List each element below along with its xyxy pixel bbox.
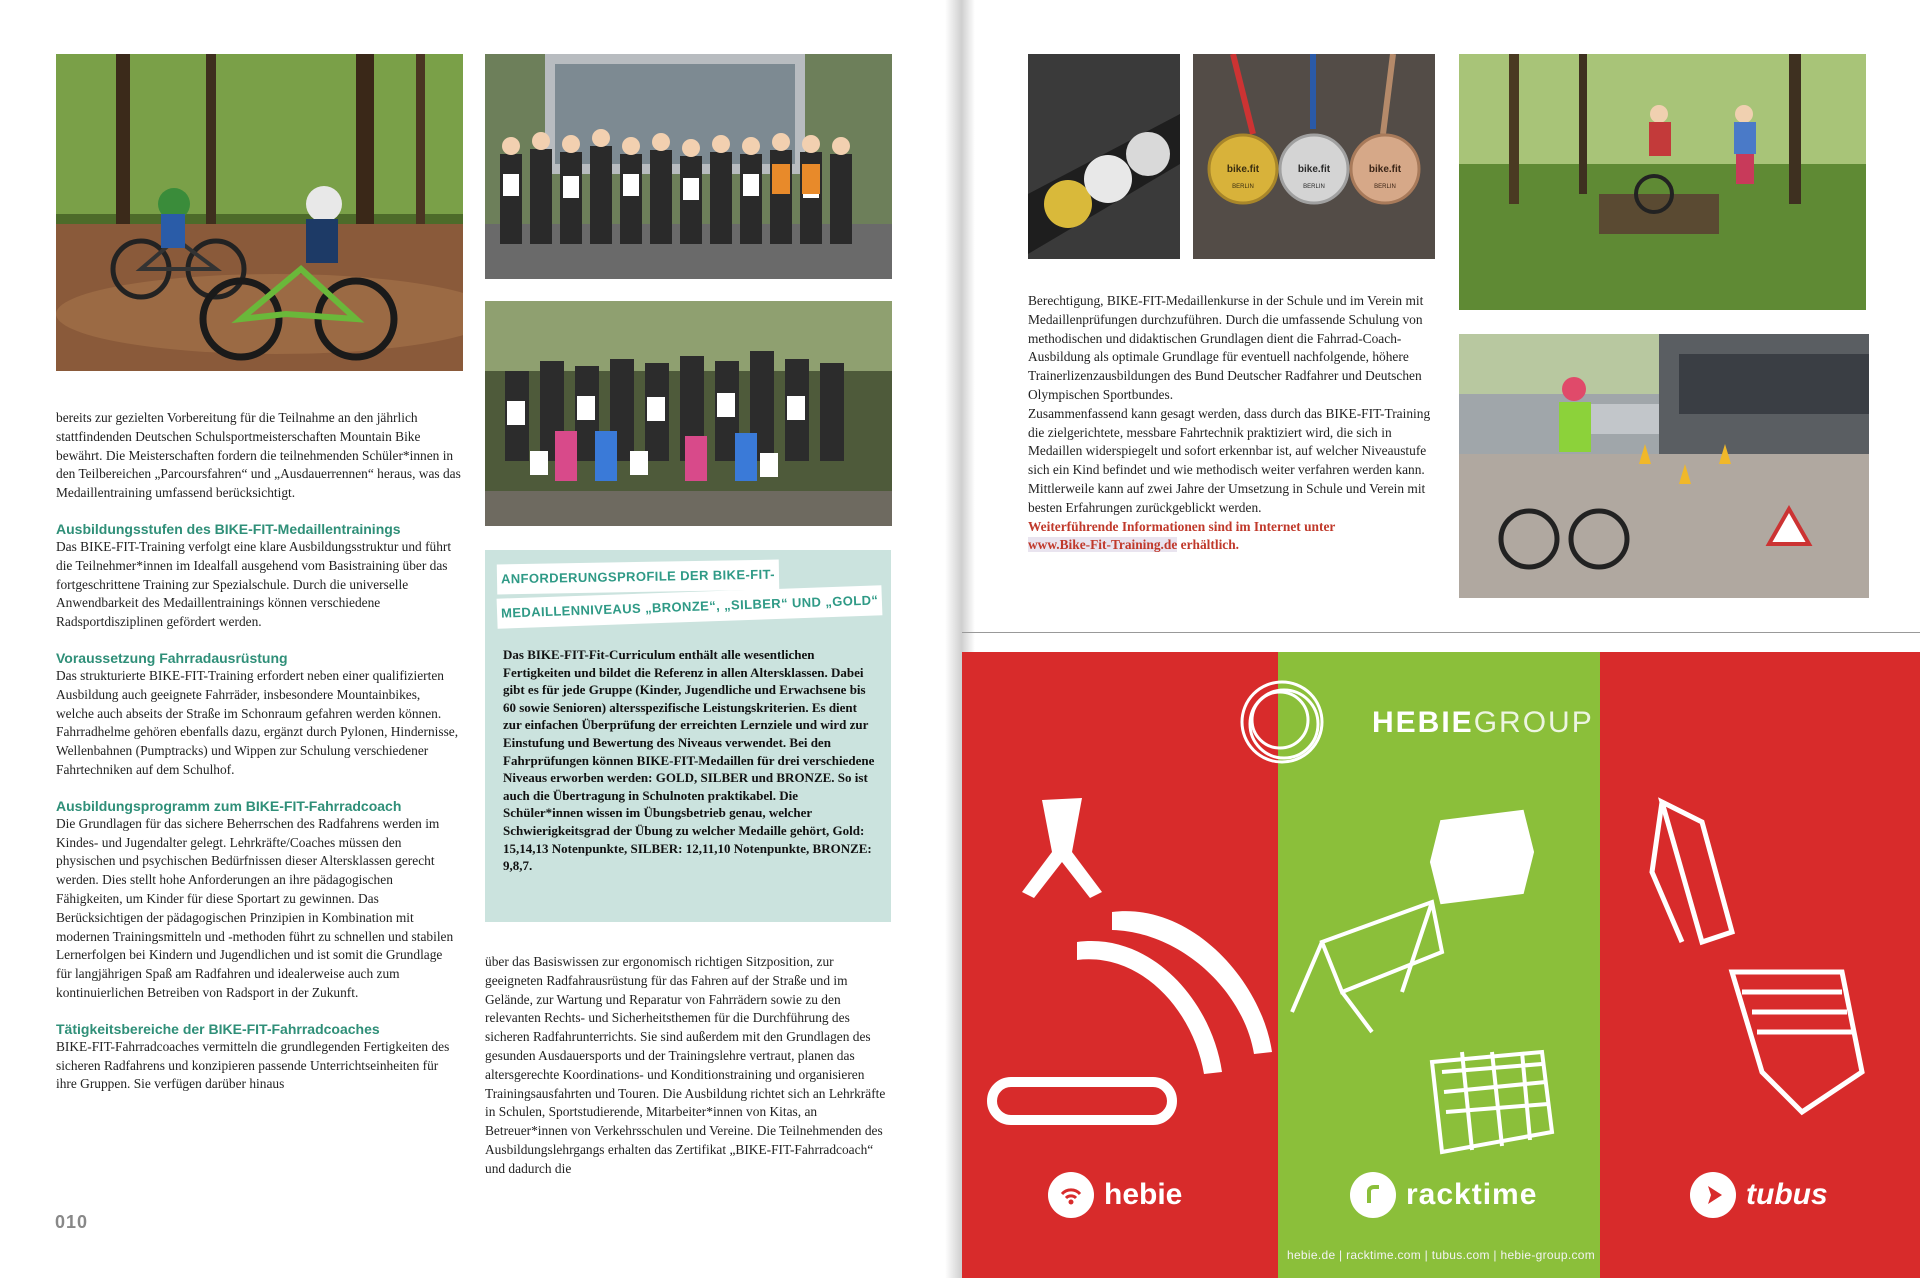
paragraph-basiswissen: über das Basiswissen zur ergonomisch richtigen Sitzposition, zur geeigneten Radfahrausrüstung für das Fahren auf der Straße und im Gelände, zur Wartung und Reparatur von Fahrrädern sowie zu den relevanten Rechts- und Sicherheitsthemen für die Durchführung des sicheren Radfahrunterrichts. Sie sind außerdem mit den Grundlagen des gesunden Ausdauersports und der Trainingslehre vertraut, planen das altersgerechte Koordinations- und Konditionstraining und organisieren Trainingsausfahrten und Touren. Die Ausbildung richtet sich an Lehrkräfte in Schulen, Sportstudierende, Mitarbeiter*innen von Kitas, an Betreuer*innen von Verkehrsschulen und Vereine. Die Teilnehmenden des Ausbildungslehrgangs erhalten das Zertifikat „BIKE-FIT-Fahrradcoach“ und dadurch die [485,954,886,1176]
photo-medals-on-handlebar [1028,54,1180,259]
tubus-logo-icon [1690,1172,1736,1218]
racktime-logo-icon [1350,1172,1396,1218]
heading-ausbildungsstufen: Ausbildungsstufen des BIKE-FIT-Medaillentrainings [56,520,401,537]
brand-name-bold: HEBIE [1372,706,1474,739]
info-box-text: Das BIKE-FIT-Fit-Curriculum enthält alle wesentlichen Fertigkeiten und bildet die Referenz in allen Altersklassen. Dabei gibt es für jede Gruppe (Kinder, Jugendliche und Erwachsene bis 60 sowie Senioren) altersspezifische Leistungskriterien. Es dient zur einfachen Überprüfung der erreichten Lernziele und wird zur Einstufung und Bewertung des Niveaus verwendet. Bei den Fahrprüfungen können BIKE-FIT-Medaillen für drei verschiedene Niveaus erworben werden: GOLD, SILBER und BRONZE. So ist auch die Übertragung in Schulnoten praktikabel. Die Schüler*innen wissen im Übungsbetrieb genau, welcher Schwierigkeitsgrad der Übung zu welcher Medaille gehört, Gold: 15,14,13 Notenpunkte, SILBER: 12,11,10 Notenpunkte, BRONZE: 9,8,7. [503,647,875,874]
info-box-medal-levels [485,550,891,922]
brand-hebie-label: hebie [1104,1178,1183,1211]
photo-kids-mountainbiking [56,54,463,371]
paragraph-fahrradausruestung: Das strukturierte BIKE-FIT-Training erfordert neben einer qualifizierten Ausbildung auch geeignete Fahrräder, insbesondere Mountainbikes, welche auch abseits der Straße im Schonraum gefahren werden können. Fahrradhelme gehören ebenfalls dazu, ergänzt durch Pylonen, Hindernisse, Wellenbahnen (Pumptracks) und Wippen zur Schulung verschiedener Fahrtechniken auf dem Schulhof. [56,667,459,777]
brand-hebie [1048,1172,1182,1218]
photo-kids-group-medals [485,301,892,526]
rack-and-bag-icon [1292,812,1552,1152]
right-column-text [1028,292,1436,555]
more-info-link[interactable]: www.Bike-Fit-Training.de [1028,537,1178,553]
tubus-racks-icon [1652,802,1862,1112]
bronze-medal-label: bike.fit [1368,164,1402,175]
info-box-title-line2: MEDAILLENNIVEAUS „BRONZE“, „SILBER“ UND „GOLD“ [497,585,883,628]
heading-fahrradausruestung: Voraussetzung Fahrradausrüstung [56,649,288,666]
heading-ausbildungsprogramm: Ausbildungsprogramm zum BIKE-FIT-Fahrradcoach [56,797,402,814]
brand-racktime-label: racktime [1406,1178,1538,1211]
chainguard-and-fenders-icon [992,798,1272,1120]
more-info-line [1028,518,1436,556]
left-column-text [56,409,461,1094]
photo-schoolyard-cycling [1459,334,1869,598]
ad-urls: hebie.de | racktime.com | tubus.com | hebie-group.com [1286,1248,1596,1262]
paragraph-zusammenfassend: Zusammenfassend kann gesagt werden, dass durch das BIKE-FIT-Training die zielgerichtete, messbare Fahrtechnik praktiziert wird, die sich in Medaillen widerspiegelt und sofort erkennbar ist, auf welcher Niveaustufe sich ein Kind befindet und wie methodisch weiter verfahren werden kann. Mittlerweile kann auf zwei Jahre der Umsetzung in Schule und Verein mit besten Erfahrungen zurückgeblickt werden. [1028,405,1431,515]
brand-tubus [1690,1172,1828,1218]
brand-name-light: GROUP [1473,706,1594,739]
gold-medal-city: BERLIN [1232,184,1254,190]
hebie-group-logo-icon [1242,682,1322,762]
more-info-text: Weiterführende Informationen sind im Internet unter [1028,518,1336,534]
silver-medal-label: bike.fit [1297,164,1331,175]
paragraph-ausbildungsprogramm: Die Grundlagen für das sichere Beherrschen des Radfahrens werden im Kindes- und Jugendalter gelegt. Lehrkräfte/Coaches müssen den physischen und psychischen Bedürfnissen dieser Altersklassen gerecht werden. Dies stellt hohe Anforderungen an ihre pädagogischen Fähigkeiten, um Kinder für diese Sportart zu gewinnen. Das Berücksichtigen der pädagogischen Prinzipien in Kombination mit modernen Trainingsmitteln und -methoden führt zu schnellen und stabilen Lernerfolgen bei Kindern und Jugendlichen und ist somit die Grundlage für langjährigen Spaß am Radfahren und idealerweise auch zum kontinuierlichen Betreiben von Radsport in der Zukunft. [56,815,454,1000]
heading-taetigkeitsbereiche: Tätigkeitsbereiche der BIKE-FIT-Fahrradcoaches [56,1020,380,1037]
brand-tubus-label: tubus [1746,1178,1828,1211]
brand-racktime [1350,1172,1537,1218]
paragraph-ausbildungsstufen: Das BIKE-FIT-Training verfolgt eine klare Ausbildungsstruktur und führt die Teilnehmer*innen im Idealfall ausgehend vom Basistraining über das fortgeschrittene Training zur Spezialschule. Durch die universelle Anwendbarkeit des Medaillentrainings können verschiedene Radsportdisziplinen gefördert werden. [56,538,452,630]
middle-column-text [485,953,891,1179]
hebie-group-brand [1372,706,1594,740]
hebie-logo-icon [1048,1172,1094,1218]
ad-divider [962,632,1920,633]
gold-medal-label: bike.fit [1226,164,1260,175]
silver-medal-city: BERLIN [1303,184,1325,190]
paragraph-taetigkeitsbereiche: BIKE-FIT-Fahrradcoaches vermitteln die grundlegenden Fertigkeiten des sicheren Radfahrens und konzipieren passende Unterrichtseinheiten für ihre Gruppen. Sie verfügen darüber hinaus [56,1038,450,1092]
bronze-medal-city: BERLIN [1374,184,1396,190]
intro-paragraph: bereits zur gezielten Vorbereitung für die Teilnahme an den jährlich stattfindenden Deutschen Schulsportmeisterschaften Mountain Bike bewährt. Die Meisterschaften fordern die teilnehmenden Schüler*innen in den Teilbereichen „Parcoursfahren“ und „Ausdauerrennen“ heraus, was das Medaillentraining umfassend berücksichtigt. [56,410,461,501]
more-info-suffix: erhältlich. [1177,537,1240,553]
hebie-group-advert [962,652,1920,1278]
photo-gold-silver-bronze-medals [1193,54,1435,259]
info-box-title-line1: ANFORDERUNGSPROFILE DER BIKE-FIT- [497,560,779,595]
photo-group-certificates [485,54,892,279]
photo-forest-coaching [1459,54,1866,310]
paragraph-berechtigung: Berechtigung, BIKE-FIT-Medaillenkurse in der Schule und im Verein mit Medaillenprüfungen durchzuführen. Durch die umfassende Schulung von methodischen und didaktischen Grundlagen dient die Fahrrad-Coach-Ausbildung als optimale Grundlage für eventuell nachfolgende, höhere Trainerlizenzausbildungen des Bund Deutscher Radfahrer und Deutschen Olympischen Sportbundes. [1028,293,1424,402]
info-box-title [497,562,882,622]
page-number: 010 [55,1212,89,1232]
